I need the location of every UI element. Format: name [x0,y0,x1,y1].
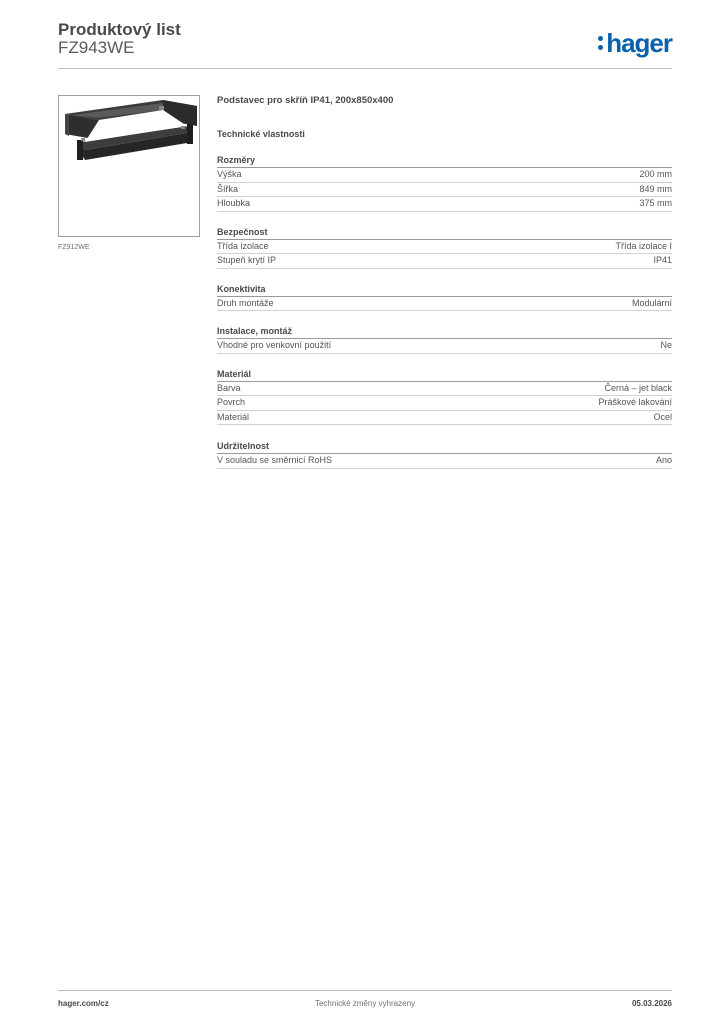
cabinet-plinth-illustration [59,96,199,236]
spec-label: Druh montáže [217,297,274,308]
spec-value: 200 mm [639,169,672,179]
spec-row [217,339,672,354]
spec-row [217,168,672,183]
spec-label: Výška [217,169,242,179]
spec-label: Třída izolace [217,240,269,251]
product-name: Podstavec pro skříň IP41, 200x850x400 [217,95,394,106]
section-connectivity [217,283,672,312]
footer-notice: Technické změny vyhrazeny [314,999,416,1008]
spec-label: Barva [217,382,241,393]
section-dimensions [217,154,672,212]
spec-row [217,197,672,212]
section-sustainability [217,440,672,469]
spec-row [217,396,672,411]
section-title: Materiál [217,368,672,382]
logo-dots-icon [598,36,604,51]
spec-label: V souladu se směrnicí RoHS [217,455,333,465]
hager-logo [598,28,672,59]
product-code: FZ943WE [58,38,135,57]
spec-label: Stupeň krytí IP [217,255,277,265]
spec-value: 375 mm [639,198,672,208]
spec-value: Ano [655,455,672,465]
product-image [58,95,200,237]
spec-value: Ne [660,340,672,350]
spec-label: Materiál [217,411,250,422]
spec-content [217,95,672,469]
website-link[interactable]: hager.com/cz [58,999,109,1008]
spec-row [217,382,672,397]
spec-row [217,454,672,469]
document-title: Produktový list [58,20,181,39]
spec-label: Povrch [217,397,246,407]
spec-value: Práškové lakování [598,397,672,407]
section-material [217,368,672,426]
spec-row [217,297,672,312]
spec-value: Ocel [653,411,672,422]
spec-row [217,254,672,269]
section-title: Bezpečnost [217,226,672,240]
spec-row [217,240,672,255]
spec-row [217,411,672,426]
spec-value: Černá – jet black [604,382,672,393]
image-caption: FZ912WE [58,244,90,251]
spec-value: 849 mm [639,183,672,194]
spec-label: Vhodné pro venkovní použití [217,340,332,350]
spec-label: Hloubka [217,198,251,208]
spec-value: Třída izolace I [615,240,672,251]
section-title: Udržitelnost [217,440,672,454]
footer-date: 05.03.2026 [631,999,672,1008]
spec-label: Šířka [217,183,239,194]
section-title: Instalace, montáž [217,325,672,339]
logo-text: hager [606,28,672,58]
spec-row [217,183,672,198]
technical-properties-heading: Technické vlastnosti [217,129,305,139]
section-installation [217,325,672,354]
section-safety [217,226,672,269]
spec-value: IP41 [653,255,672,265]
spec-value: Modulární [631,297,672,308]
page-header [58,20,672,69]
section-title: Rozměry [217,154,672,168]
page-footer [58,990,672,1011]
section-title: Konektivita [217,283,672,297]
